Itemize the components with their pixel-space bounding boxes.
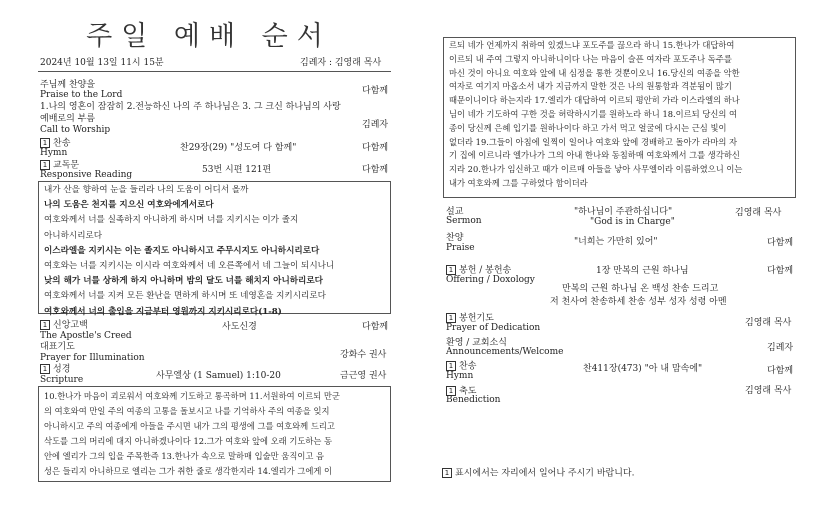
item-praise2-who: 다함께: [767, 238, 794, 248]
item-hymn2-who: 다함께: [767, 366, 794, 376]
scripture-line: 님이 네가 기도하여 구한 것을 허락하시기를 원하노라 하니 18.이르되 당신의 여: [449, 108, 738, 119]
item-praise-ko: 주님께 찬양을: [40, 80, 96, 90]
item-creed-who: 다함께: [362, 322, 389, 332]
praise-song-line: 1.나의 영혼이 잠잠히 2.전능하신 나의 주 하나님은 3. 그 크신 하나님의 사랑: [40, 102, 341, 112]
scripture-line: 없더라 19.그들이 아침에 일찍이 일어나 여호와 앞에 경배하고 돌아가 라마의 자: [449, 136, 738, 147]
item-praise2-center: "너희는 가만히 있어": [574, 237, 658, 247]
scripture-line: 마신 것이 아니요 여호와 앞에 내 심정을 통한 것뿐이오니 16.당신의 여종을 악한: [449, 67, 740, 78]
item-benediction-who: 김영래 목사: [745, 386, 792, 396]
scripture-line: 여자로 여기지 마옵소서 내가 지금까지 말한 것은 나의 원통함과 격분됨이 많기: [449, 81, 732, 92]
item-creed-ko-wrap: [40, 320, 88, 332]
scripture-line: 지라 20.한나가 임신하고 때가 이르매 아들을 낳아 사무엘이라 이름하였으니 이는: [449, 164, 743, 175]
responsive-line: 낮의 해가 너를 상하게 하지 아니하며 밤의 달도 너를 해치지 아니하리로다: [44, 276, 323, 287]
stand-mark-icon: 1: [40, 320, 50, 330]
item-praise-en: Praise to the Lord: [40, 90, 123, 100]
scripture-line: 10.한나가 마음이 괴로워서 여호와께 기도하고 통곡하며 11.서원하여 이르되 만군: [44, 391, 340, 401]
item-scripture-ko-wrap: [40, 364, 70, 376]
item-praise-who: 다함께: [362, 86, 389, 96]
item-dedication-ko: 봉헌기도: [459, 313, 494, 324]
item-reading-who: 다함께: [362, 165, 389, 175]
item-reading-ko: 교독문: [53, 160, 80, 171]
item-scripture-ko: 성경: [53, 364, 71, 375]
item-praise2-en: Praise: [446, 243, 475, 253]
scripture-line: 아니하시고 주의 여종에게 아들을 주시면 내가 그의 평생에 그를 여호와께 드리고: [44, 421, 335, 431]
item-dedication-en: Prayer of Dedication: [446, 323, 541, 333]
item-sermon-ko: 설교: [446, 207, 464, 217]
scripture-line: 종이 당신께 은혜 입기를 원하나이다 하고 가서 먹고 얼굴에 다시는 근심 빛이: [449, 122, 727, 133]
item-announce-who: 김례자: [767, 343, 794, 353]
item-hymn-center: 찬29장(29) "성도여 다 함께": [180, 143, 297, 153]
item-scripture-center: 사무엘상 (1 Samuel) 1:10-20: [156, 371, 281, 381]
item-offering-en: Offering / Doxology: [446, 275, 535, 285]
responsive-reading-box: [38, 181, 391, 317]
stand-mark-icon: 1: [40, 138, 50, 148]
item-sermon-center: "하나님이 주관하십니다": [574, 207, 673, 217]
responsive-line: 여호와께서 너를 실족하지 아니하게 하시며 너를 지키시는 이가 졸지: [44, 215, 299, 226]
item-creed-center: 사도신경: [222, 322, 257, 332]
presider-line: 김례자 : 김영래 목사: [300, 58, 382, 68]
stand-mark-icon: 1: [446, 313, 456, 323]
item-hymn-en: Hymn: [40, 148, 68, 158]
scripture-line: 내가 여호와께 그를 구하였다 함이더라: [449, 177, 588, 188]
item-call-who: 김례자: [362, 120, 389, 130]
item-benediction-en: Benediction: [446, 395, 501, 405]
item-hymn-ko: 찬송: [53, 138, 71, 149]
date-line: 2024년 10월 13일 11시 15분: [40, 58, 164, 68]
item-hymn2-center: 찬411장(473) "아 내 맘속에": [583, 364, 703, 374]
page-title: 주일 예배 순서: [86, 21, 332, 52]
item-offering-who: 다함께: [767, 266, 794, 276]
item-dedication-who: 김영래 목사: [745, 318, 792, 328]
divider: [38, 71, 391, 72]
doxology-line: 저 천사여 찬송하세 찬송 성부 성자 성령 아멘: [550, 297, 727, 307]
stand-mark-icon: 1: [40, 160, 50, 170]
item-praise2-ko: 찬양: [446, 233, 464, 243]
footnote-text: 표시에서는 자리에서 일어나 주시기 바랍니다.: [455, 468, 635, 479]
item-hymn-who: 다함께: [362, 143, 389, 153]
stand-mark-icon: 1: [40, 364, 50, 374]
scripture-box-left: [38, 386, 391, 482]
item-scripture-en: Scripture: [40, 375, 84, 385]
scripture-line: 기 집에 이르니라 엘가나가 그의 아내 한나와 동침하매 여호와께서 그를 생각하신: [449, 150, 740, 161]
footnote: [442, 468, 635, 480]
stand-mark-icon: 1: [446, 265, 456, 275]
responsive-line: 이스라엘을 지키시는 이는 졸지도 아니하시고 주무시지도 아니하시리로다: [44, 245, 320, 256]
item-call-ko: 예배로의 부름: [40, 114, 96, 124]
item-offering-ko: 봉헌 / 봉헌송: [459, 265, 512, 276]
item-sermon-en: Sermon: [446, 216, 482, 226]
item-call-en: Call to Worship: [40, 125, 111, 135]
responsive-line: 여호와께서 너의 출입을 지금부터 영원까지 지키시리로다(1-8): [44, 306, 282, 317]
item-benediction-ko: 축도: [459, 386, 477, 397]
item-announce-ko: 환영 / 교회소식: [446, 338, 507, 348]
scripture-line: 르되 네가 언제까지 취하여 있겠느냐 포도주를 끊으라 하니 15.한나가 대답하여: [449, 40, 735, 50]
item-offering-center: 1장 만복의 근원 하나님: [596, 266, 689, 276]
scripture-line: 이르되 내 주여 그렇지 아니하니이다 나는 마음이 슬픈 여자라 포도주나 독주를: [449, 53, 732, 64]
responsive-line: 여호와께서 너를 지켜 모든 환난을 면하게 하시며 또 네영혼을 지키시리로다: [44, 291, 326, 302]
item-hymn2-en: Hymn: [446, 371, 474, 381]
item-reading-en: Responsive Reading: [40, 170, 133, 180]
item-scripture-who: 금근영 권사: [340, 371, 387, 381]
item-sermon-who: 김영래 목사: [735, 208, 782, 218]
item-hymn2-ko: 찬송: [459, 361, 477, 372]
responsive-line: 내가 산을 향하여 눈을 들리라 나의 도움이 어디서 올까: [44, 185, 249, 195]
scripture-box-right: [443, 37, 796, 198]
item-creed-en: The Apostle's Creed: [40, 331, 132, 341]
scripture-line: 성은 들리지 아니하므로 엘리는 그가 취한 줄로 생각한지라 14.엘리가 그에게 이: [44, 466, 333, 476]
responsive-line: 나의 도움은 천지를 지으신 여호와에게서로다: [44, 200, 214, 211]
responsive-line: 여호와는 너를 지키시는 이시라 여호와께서 네 오른쪽에서 네 그늘이 되시나니: [44, 261, 335, 272]
item-reading-center: 53번 시편 121편: [202, 165, 272, 175]
stand-mark-icon: 1: [442, 468, 452, 478]
item-announce-en: Announcements/Welcome: [446, 347, 564, 357]
stand-mark-icon: 1: [446, 361, 456, 371]
item-prayer-who: 강화수 권사: [340, 350, 387, 360]
scripture-line: 삭도를 그의 머리에 대지 아니하겠나이다 12.그가 여호와 앞에 오래 기도하는 동: [44, 436, 333, 446]
item-prayer-ko: 대표기도: [40, 342, 75, 352]
scripture-line: 때문이니이다 하는지라 17.엘리가 대답하여 이르되 평안히 가라 이스라엘의 하나: [449, 95, 740, 106]
item-prayer-en: Prayer for Illumination: [40, 353, 145, 363]
doxology-line: 만복의 근원 하나님 온 백성 찬송 드리고: [562, 284, 719, 294]
scripture-line: 안에 엘리가 그의 입을 주목한즉 13.한나가 속으로 말하매 입술만 움직이고 음: [44, 451, 325, 461]
responsive-line: 아니하시리로다: [44, 230, 103, 241]
stand-mark-icon: 1: [446, 386, 456, 396]
scripture-line: 의 여호와여 만일 주의 여종의 고통을 돌보시고 나를 기억하사 주의 여종을 잊지: [44, 406, 330, 416]
item-sermon-center-en: "God is in Charge": [590, 217, 675, 227]
item-creed-ko: 신앙고백: [53, 320, 88, 331]
